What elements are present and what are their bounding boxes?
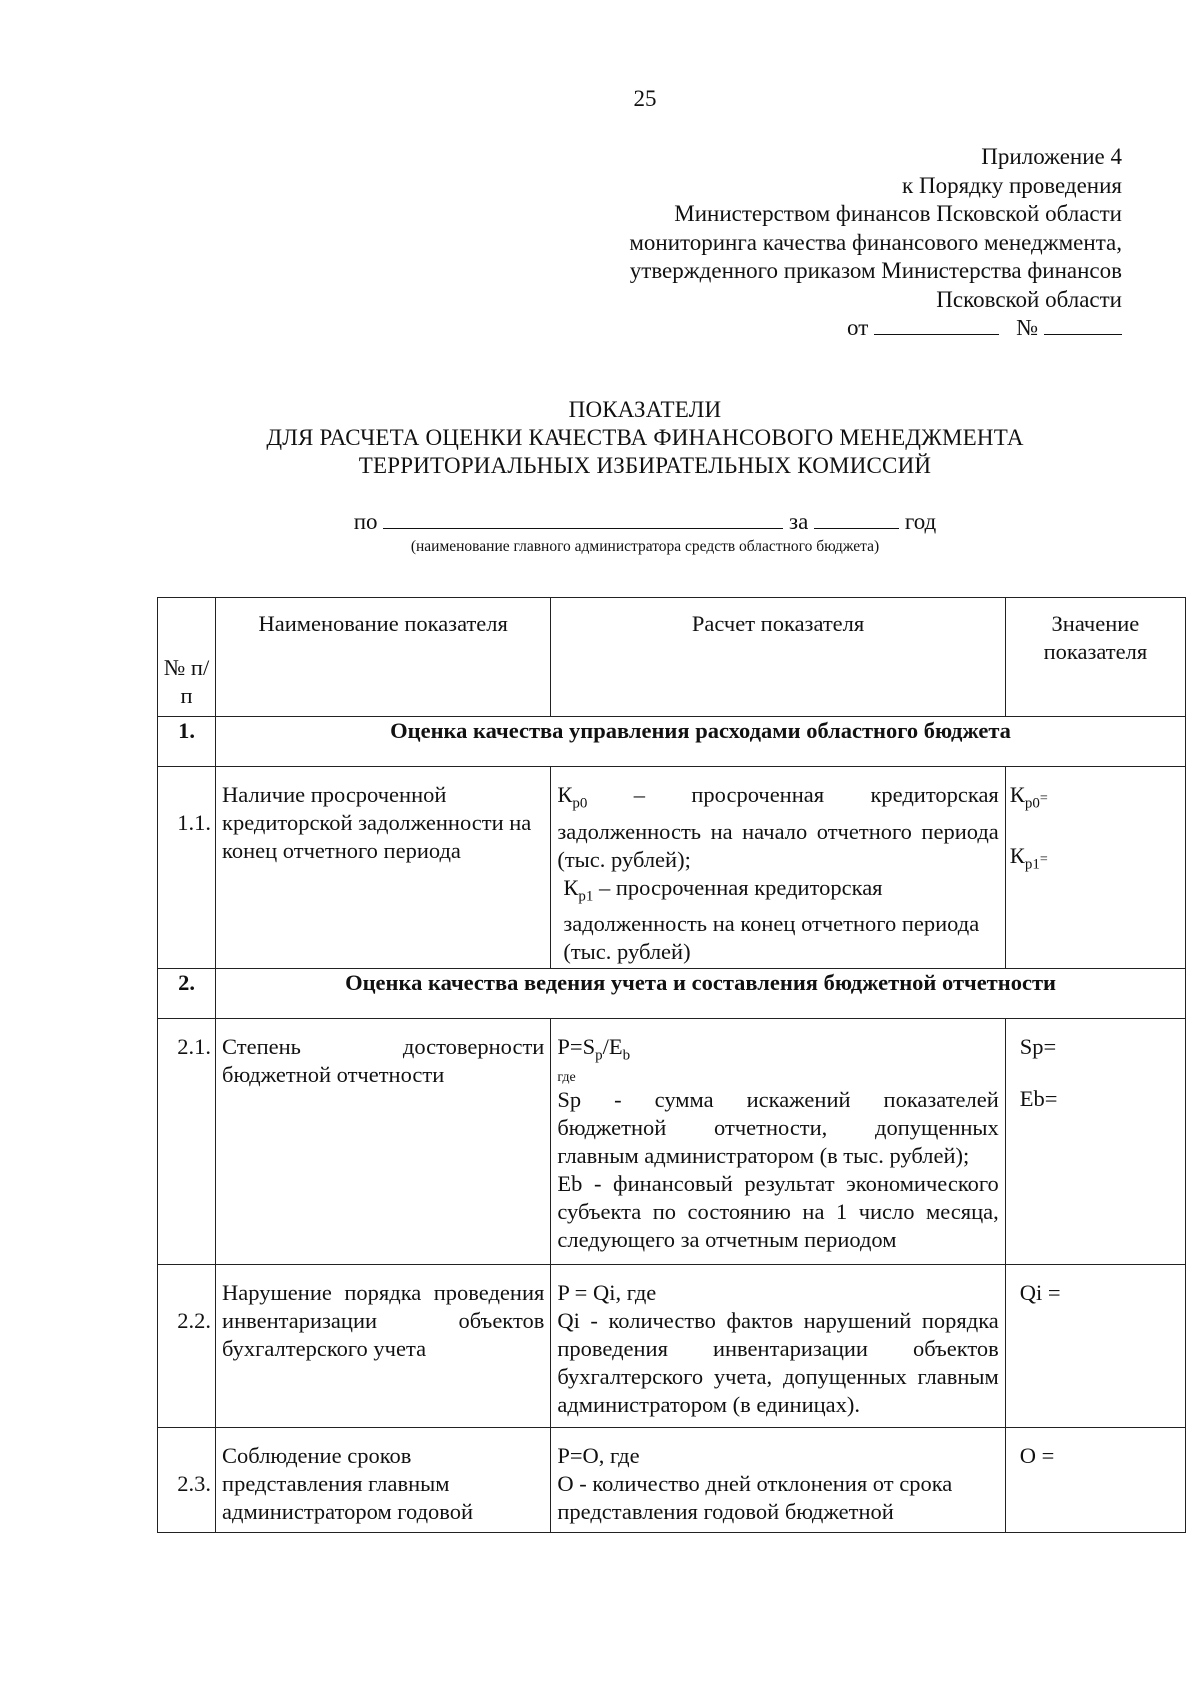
row-value: Qi = [1005, 1264, 1185, 1427]
appendix-line: утвержденного приказом Министерства финансов [629, 258, 1122, 283]
appendix-header [422, 143, 1122, 343]
value-kp1: $К_{р1}=$ [1009, 842, 1048, 872]
value-eb: Eb= [1019, 1086, 1058, 1111]
row-value: O = [1005, 1427, 1185, 1532]
definition-text: – просроченная кредиторская задолженность на конец отчетного периода (тыс. рублей) [563, 874, 980, 964]
kp0-definition [557, 781, 998, 874]
header-name: Наименование показателя [216, 598, 551, 717]
formula: $P=S_p/E_b$ [557, 1034, 631, 1064]
kp1-definition [557, 874, 998, 967]
section-num: 1. [158, 717, 216, 767]
table-row [158, 1427, 1186, 1532]
row-name: Соблюдение сроков представления главным администратором годовой [216, 1427, 551, 1532]
indicators-table [157, 597, 1186, 1533]
header-num: № п/п [158, 598, 216, 717]
section-num: 2. [158, 969, 216, 1019]
row-value [1005, 1019, 1185, 1265]
row-calc [551, 767, 1005, 969]
row-num: 2.2. [158, 1264, 216, 1427]
symbol-k: К [563, 874, 579, 900]
number-blank [1044, 314, 1122, 335]
table-header-row [158, 598, 1186, 717]
row-value [1005, 767, 1185, 969]
qi-definition: Qi - количество фактов нарушений порядка проведения инвентаризации объектов бухгалтерского учета, допущенных главным администратором (в единицах). [557, 1307, 999, 1417]
row-name: Наличие просроченной кредиторской задолженности на конец отчетного периода [216, 767, 551, 969]
row-calc [551, 1019, 1005, 1265]
formula: P=O, где [557, 1442, 640, 1468]
where-label: где [557, 1069, 576, 1085]
year-blank [814, 510, 899, 529]
header-calc: Расчет показателя [551, 598, 1005, 717]
row-name: Нарушение порядка проведения инвентаризации объектов бухгалтерского учета [216, 1264, 551, 1427]
row-name: Степень достоверности бюджетной отчетности [216, 1019, 551, 1265]
appendix-line: к Порядку проведения [902, 172, 1122, 198]
table-row [158, 767, 1186, 969]
document-title [150, 396, 1140, 480]
page-number: 25 [633, 86, 657, 111]
value-sp: Sp= [1019, 1034, 1057, 1059]
subject-caption: (наименование главного администратора средств областного бюджета) [410, 538, 880, 555]
table-row [158, 1019, 1186, 1265]
date-blank [874, 314, 999, 335]
administrator-blank [383, 510, 783, 529]
title-line: ТЕРРИТОРИАЛЬНЫХ ИЗБИРАТЕЛЬНЫХ КОМИССИЙ [358, 453, 932, 478]
symbol-sub: р0 [572, 795, 588, 812]
table-row [158, 1264, 1186, 1427]
appendix-date-line [422, 314, 1122, 343]
appendix-line: Министерством финансов Псковской области [674, 201, 1122, 226]
value-kp0: $К_{р0}=$ [1009, 782, 1048, 812]
section-title: Оценка качества управления расходами областного бюджета [216, 717, 1186, 767]
row-num: 2.1. [158, 1019, 216, 1265]
definition-text: – просроченная кредиторская задолженность на начало отчетного периода (тыс. рублей); [557, 782, 999, 872]
section-row [158, 717, 1186, 767]
number-prefix: № [1016, 315, 1039, 340]
header-value: Значение показателя [1005, 598, 1185, 717]
subject-year-word: год [904, 509, 937, 534]
row-calc [551, 1427, 1005, 1532]
eb-definition: Eb - финансовый результат экономического субъекта по состоянию на 1 число месяца, следующего за отчетным периодом [557, 1170, 999, 1252]
row-num: 1.1. [158, 767, 216, 969]
title-line: ДЛЯ РАСЧЕТА ОЦЕНКИ КАЧЕСТВА ФИНАНСОВОГО МЕНЕДЖМЕНТА [266, 425, 1024, 450]
appendix-line: Псковской области [936, 286, 1122, 312]
title-line: ПОКАЗАТЕЛИ [568, 397, 722, 422]
row-num: 2.3. [158, 1427, 216, 1532]
symbol-sub: р1 [578, 888, 594, 904]
sp-definition: Sp - сумма искажений показателей бюджетной отчетности, допущенных главным администратором (в тыс. рублей); [557, 1086, 999, 1168]
section-row [158, 969, 1186, 1019]
subject-line [150, 509, 1140, 535]
date-prefix: от [847, 315, 869, 340]
appendix-title: Приложение 4 [981, 144, 1122, 169]
formula: P = Qi, где [557, 1279, 657, 1305]
subject-prefix: по [353, 509, 378, 534]
row-calc [551, 1264, 1005, 1427]
symbol-k: К [557, 782, 573, 807]
section-title: Оценка качества ведения учета и составления бюджетной отчетности [216, 969, 1186, 1019]
o-definition: O - количество дней отклонения от срока представления годовой бюджетной [557, 1470, 953, 1524]
appendix-line: мониторинга качества финансового менеджмента, [629, 229, 1122, 255]
subject-for: за [789, 509, 809, 534]
